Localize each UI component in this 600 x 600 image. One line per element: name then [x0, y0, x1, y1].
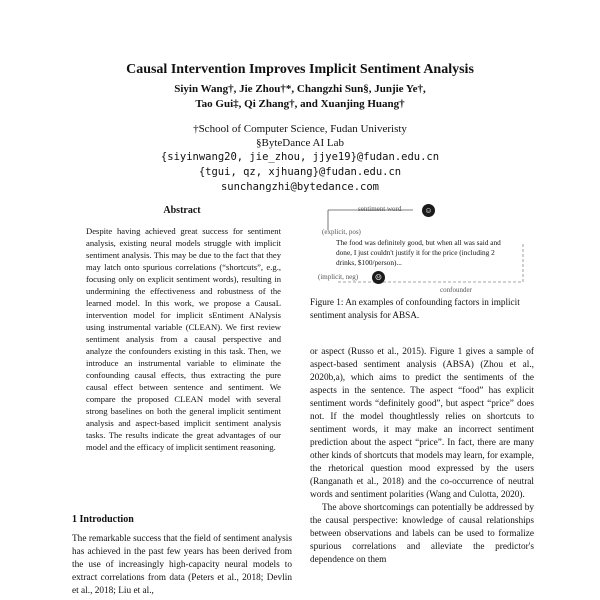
authors-line-1: Siyin Wang†, Jie Zhou†*, Changzhi Sun§, Junjie Ye†,: [174, 83, 426, 95]
sentiment-word-label: sentiment word: [358, 205, 402, 213]
author-list: [0, 82, 600, 112]
introduction-heading: 1 Introduction: [72, 514, 134, 525]
email-2: {tgui, qz, xjhuang}@fudan.edu.cn: [198, 166, 402, 178]
figure-1: [318, 202, 533, 292]
confounder-label: confounder: [440, 286, 472, 294]
affiliations: [0, 122, 600, 195]
email-3: sunchangzhi@bytedance.com: [220, 181, 380, 193]
paragraph-1: or aspect (Russo et al., 2015). Figure 1 gives a sample of aspect-based sentiment analysis (ABSA) (Zhou et al., 2020b,a), which aims to predict the sentiments of the aspects in the sentence. The aspect “food” has explicit sentiment words “definitely good”, but aspect “price” does not. If the model thoughtlessly relies on shortcuts to sentiment words, it may make an incorrect sentiment prediction about the aspect “price”. In fact, there are many other kinds of shortcuts that models may learn, for example, the rhetorical question mood expressed by the users (Ranganath et al., 2018) and the co-occurrence of neutral words and sentiment polarities (Wang and Culotta, 2020).: [310, 347, 534, 500]
explicit-pos-label: (explicit, pos): [322, 228, 361, 236]
affiliation-1: †School of Computer Science, Fudan Univeristy: [193, 123, 407, 135]
right-column-body: [310, 346, 534, 567]
figure-caption: Figure 1: An examples of confounding factors in implicit sentiment analysis for ABSA.: [310, 297, 520, 320]
introduction-text: The remarkable success that the field of sentiment analysis has achieved in the past few years has been derived from the use of increasingly high-capacity neural models to extract correlations from data (Peters et al., 2018; Devlin et al., 2018; Liu et al.,: [72, 534, 292, 596]
email-1: {siyinwang20, jie_zhou, jjye19}@fudan.edu.cn: [160, 151, 440, 163]
abstract-text: Despite having achieved great success for sentiment analysis, existing neural models struggle with implicit sentiment analysis. This may be due to the fact that they may latch onto spurious correlations (“shortcuts”, e.g., focusing only on explicit sentiment words), resulting in undermining the effectiveness and robustness of the learned model. In this work, we propose a CausaL intervention model for implicit sEntiment ANalysis using instrumental variable (CLEAN). We first review sentiment analysis from a causal perspective and analyze the confounders existing in this task. Then, we introduce an instrumental variable to eliminate the confounding causal effects, thus extracting the pure causal effect between sentence and sentiment. We compare the proposed CLEAN model with several strong baselines on both the general implicit sentiment analysis and aspect-based implicit sentiment analysis tasks. The results indicate the great advantages of our model and the efficacy of implicit sentiment reasoning.: [86, 226, 281, 452]
paragraph-2: The above shortcomings can potentially be addressed by the causal perspective: knowledge of causal relationships between observations and labels can be used to formalize spurious correlations and alleviate the predictor's dependence on them: [310, 503, 534, 565]
negative-face-icon: ☹: [372, 271, 385, 284]
positive-face-icon: ☺: [422, 204, 435, 217]
example-sentence: The food was definitely good, but when all was said and done, I just couldn't justify it for the price (including 2 drinks, $100/person)...: [336, 238, 501, 267]
authors-line-2: Tao Gui‡, Qi Zhang†, and Xuanjing Huang†: [195, 98, 405, 110]
paper-title: Causal Intervention Improves Implicit Sentiment Analysis: [126, 62, 474, 77]
abstract-heading: Abstract: [163, 205, 201, 216]
implicit-neg-label: (implicit, neg): [318, 273, 359, 281]
affiliation-2: §ByteDance AI Lab: [256, 137, 344, 149]
